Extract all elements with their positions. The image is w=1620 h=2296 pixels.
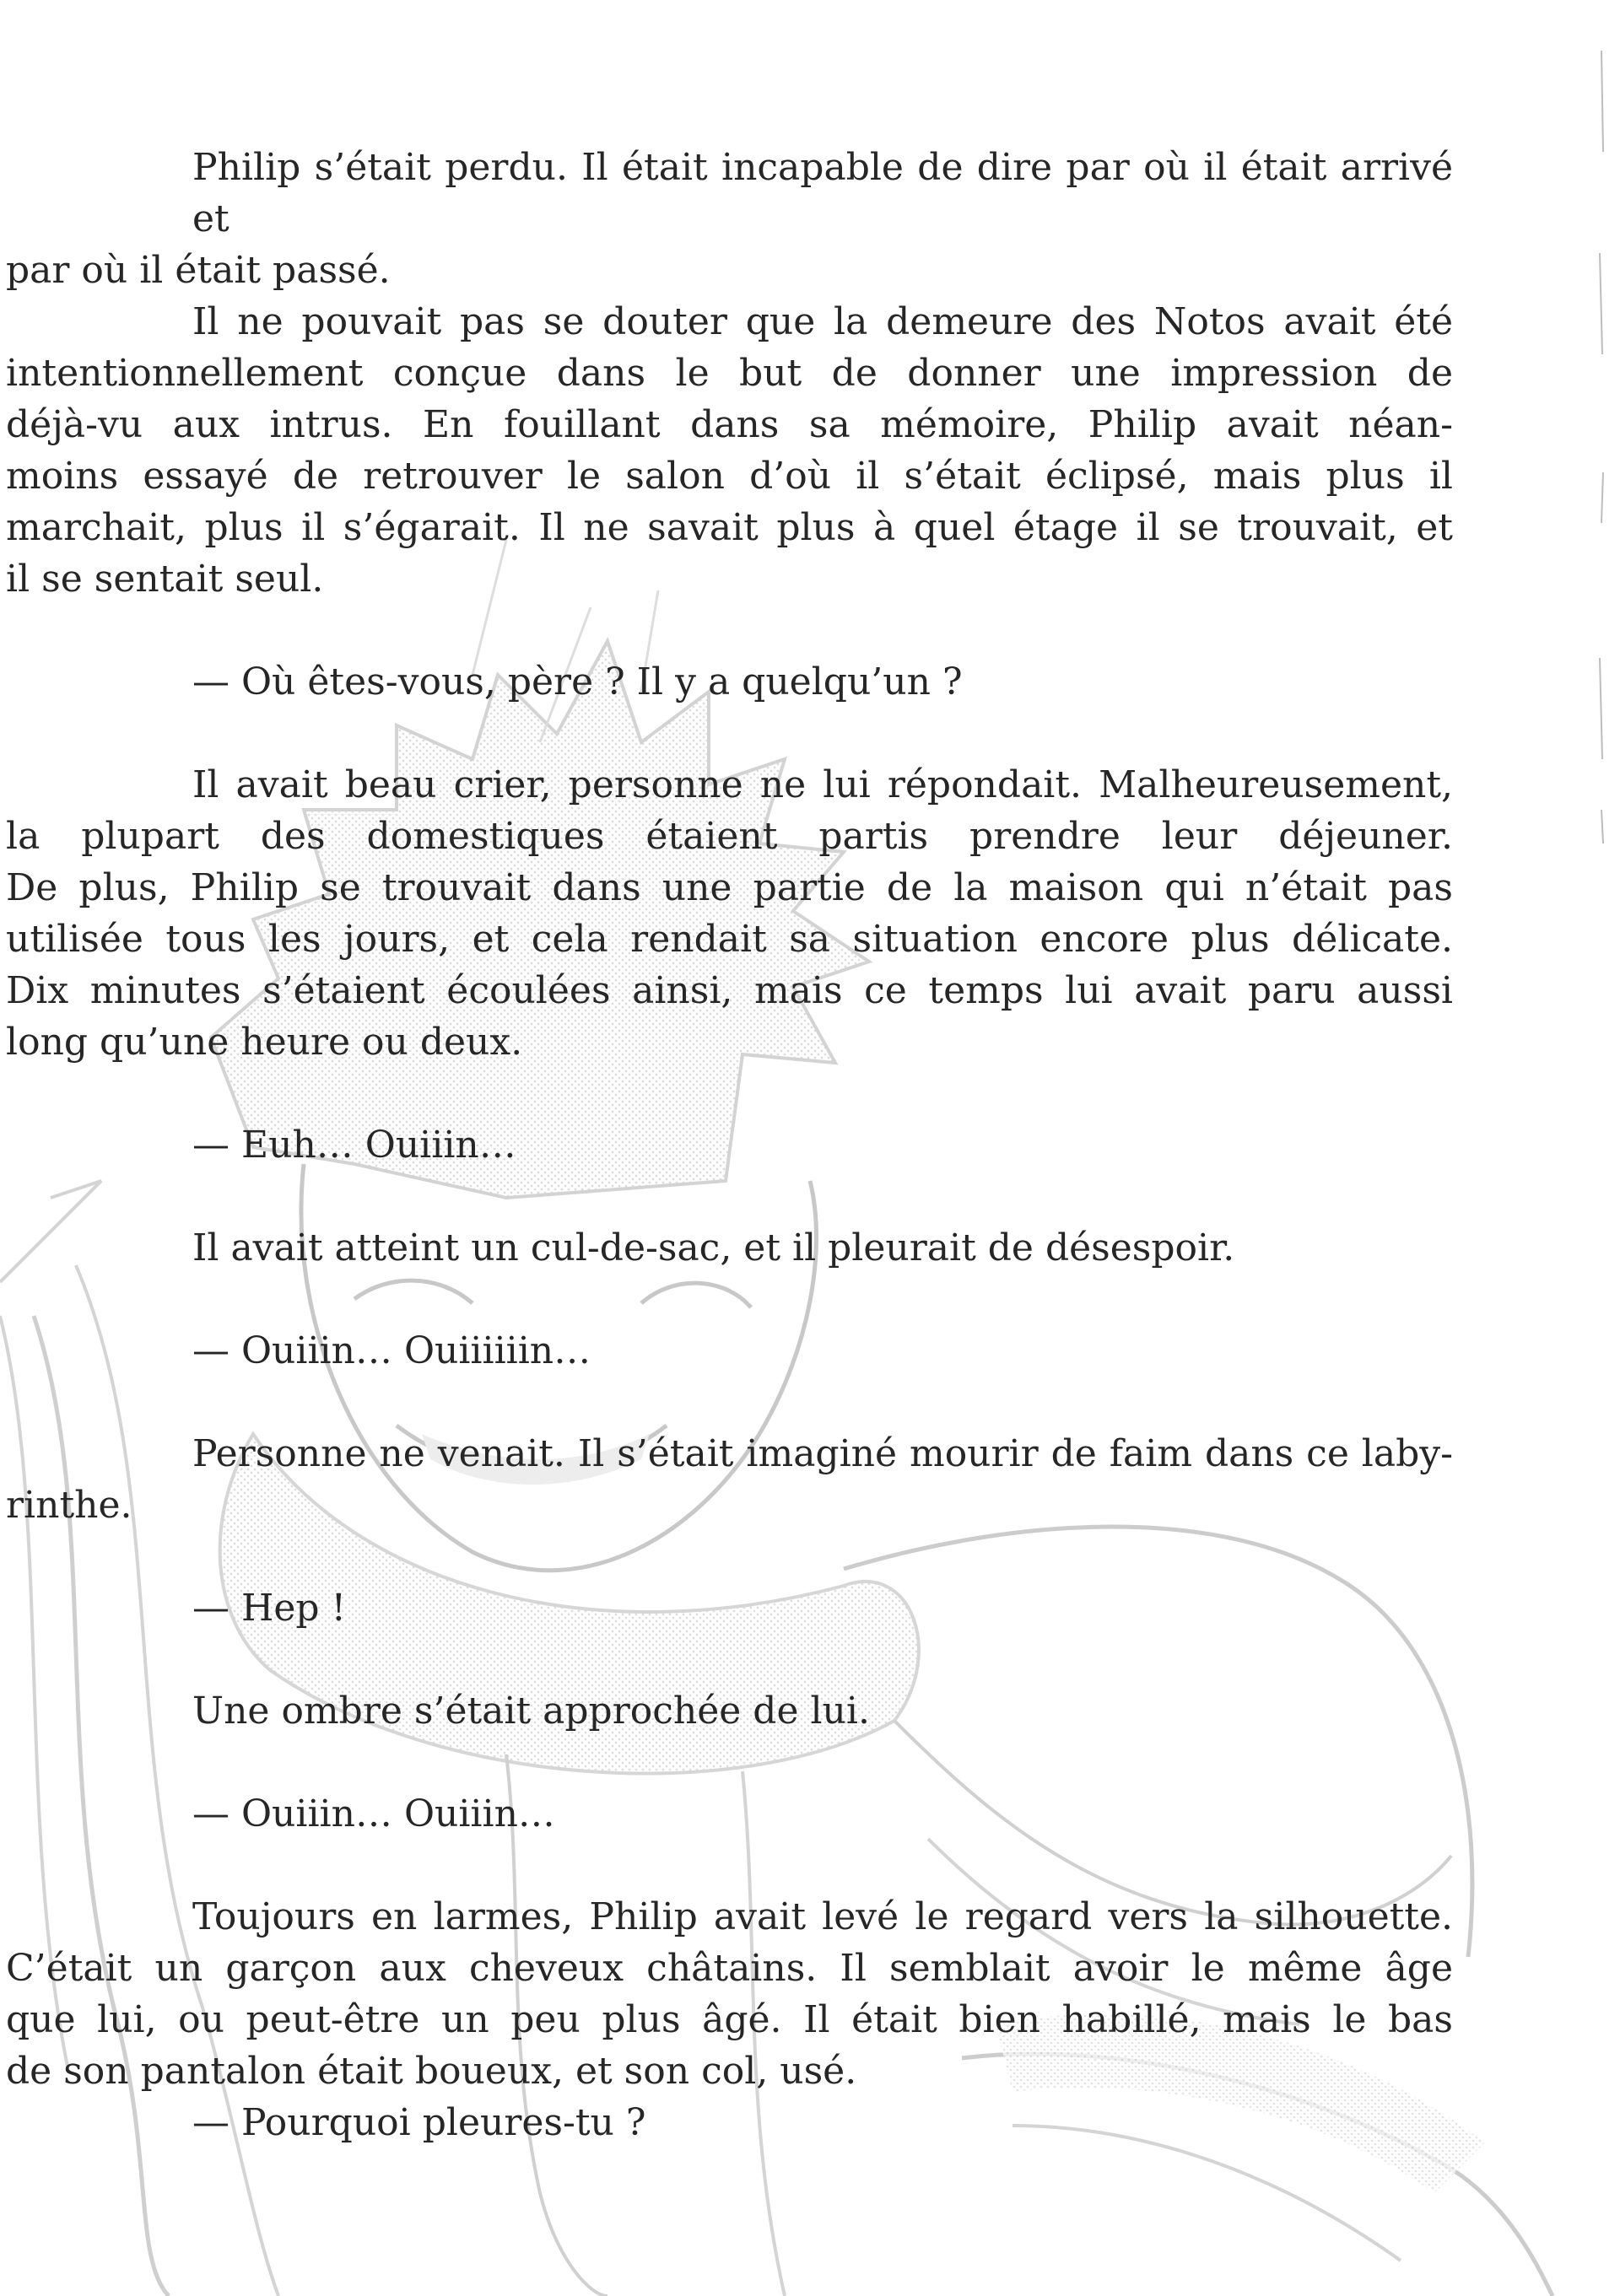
dialogue-line: — Ouiiin… Ouiiin… [192, 1792, 555, 1835]
paragraph-labyrinth [6, 1428, 1453, 1531]
text-line: Philip s’était perdu. Il était incapable de dire par où il était arrivé et [192, 146, 1453, 240]
paragraph-silhouette [6, 1891, 1453, 2097]
text-line: déjà-vu aux intrus. En fouillant dans sa mémoire, Philip avait néan- [6, 403, 1453, 446]
text-line: Toujours en larmes, Philip avait levé le regard vers la silhouette. [192, 1895, 1453, 1938]
dialogue-line: — Hep ! [192, 1587, 347, 1630]
paragraph-no-answer [6, 759, 1453, 1068]
text-line: long qu’une heure ou deux. [6, 1021, 523, 1064]
paragraph-lost [6, 142, 1453, 296]
dialogue-line: — Ouiiin… Ouiiiiiin… [192, 1329, 591, 1372]
text-line: marchait, plus il s’égarait. Il ne savait plus à quel étage il se trouvait, et [6, 506, 1453, 549]
text-line: Il avait beau crier, personne ne lui répondait. Malheureusement, [192, 763, 1453, 806]
page-text [6, 142, 1453, 2148]
dialogue-line: — Pourquoi pleures-tu ? [192, 2101, 646, 2144]
text-line: utilisée tous les jours, et cela rendait sa situation encore plus délicate. [6, 918, 1453, 961]
text-line: De plus, Philip se trouvait dans une partie de la maison qui n’était pas [6, 866, 1453, 909]
page-edge-marks [1595, 0, 1620, 2296]
text-line: que lui, ou peut-être un peu plus âgé. Il était bien habillé, mais le bas [6, 1998, 1453, 2041]
long-hair-strands [34, 1316, 169, 2296]
text-line: la plupart des domestiques étaient partis prendre leur déjeuner. [6, 815, 1453, 858]
text-line: intentionnellement conçue dans le but de donner une impression de [6, 352, 1453, 395]
narration-line: Il avait atteint un cul-de-sac, et il pleurait de désespoir. [192, 1226, 1235, 1269]
text-line: moins essayé de retrouver le salon d’où il s’était éclipsé, mais plus il [6, 455, 1453, 498]
text-line: Dix minutes s’étaient écoulées ainsi, mais ce temps lui avait paru aussi [6, 969, 1453, 1012]
dialogue-line: — Euh… Ouiiin… [192, 1124, 516, 1167]
text-line: Il ne pouvait pas se douter que la demeure des Notos avait été [192, 300, 1453, 343]
text-line: rinthe. [6, 1484, 132, 1527]
paragraph-notos-house [6, 296, 1453, 605]
text-line: de son pantalon était boueux, et son col, usé. [6, 2050, 857, 2093]
text-line: il se sentait seul. [6, 558, 324, 601]
dialogue-line: — Où êtes-vous, père ? Il y a quelqu’un ? [192, 660, 963, 703]
narration-line: Une ombre s’était approchée de lui. [192, 1690, 870, 1733]
text-line: C’était un garçon aux cheveux châtains. Il semblait avoir le même âge [6, 1947, 1453, 1990]
text-line: par où il était passé. [6, 249, 391, 292]
text-line: Personne ne venait. Il s’était imaginé mourir de faim dans ce laby- [192, 1432, 1453, 1475]
